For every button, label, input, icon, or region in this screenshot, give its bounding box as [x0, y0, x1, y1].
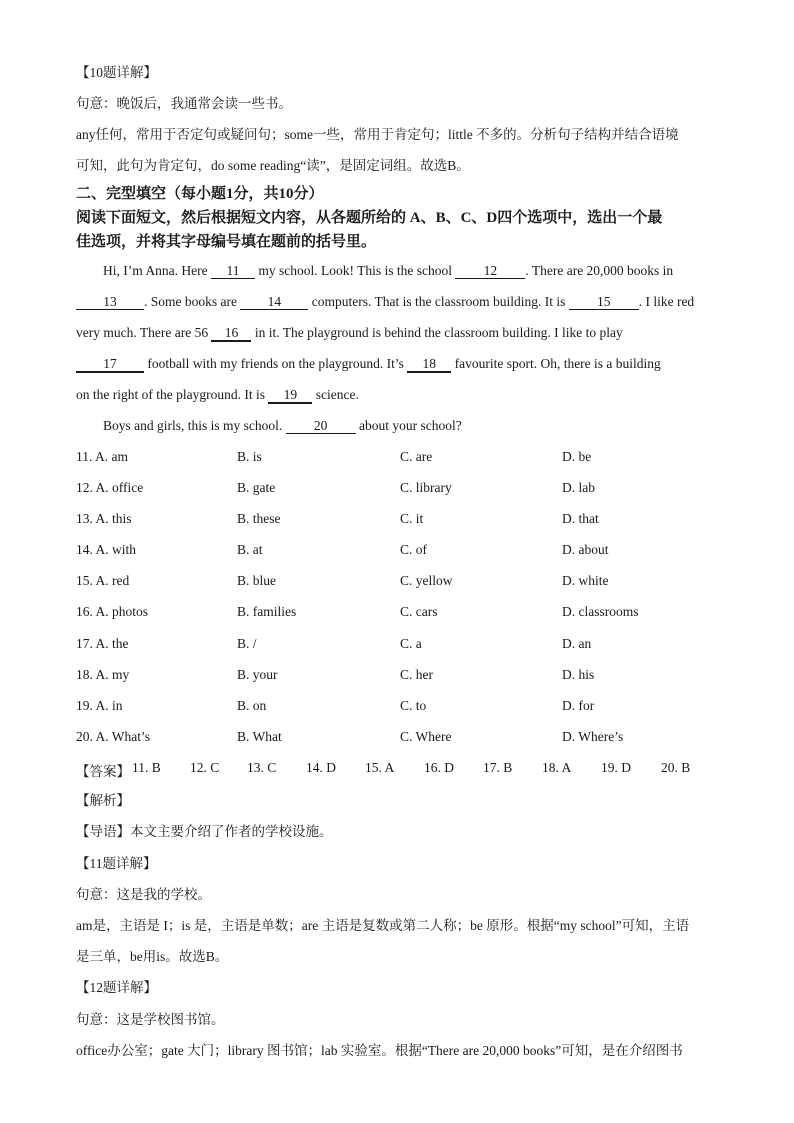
blank-11: 11: [211, 263, 255, 279]
blank-16: 16: [211, 325, 251, 342]
passage-line-2: 13 . Some books are 14 computers. That is the classroom building. It is 15 . I like red: [76, 293, 694, 311]
option-b: B. on: [237, 698, 267, 713]
option-c: C. a: [400, 636, 422, 651]
blank-12: 12: [455, 263, 525, 279]
answer-16: 16. D: [424, 760, 454, 775]
option-a: 13. A. this: [76, 511, 132, 526]
option-c: C. yellow: [400, 573, 453, 588]
answer-20: 20. B: [661, 760, 691, 775]
option-c: C. to: [400, 698, 427, 713]
q12-explanation-line-1: office办公室；gate 大门；library 图书馆；lab 实验室。根据“There are 20,000 books”可知，是在介绍图书: [76, 1043, 683, 1058]
option-b: B. is: [237, 449, 262, 464]
q11-explanation-line-1: am是，主语是 I；is 是，主语是单数；are 主语是复数或第二人称；be 原形。根据“my school”可知，主语: [76, 918, 690, 933]
option-b: B. at: [237, 542, 263, 557]
options-row-15: [76, 573, 736, 591]
option-d: D. classrooms: [562, 604, 639, 619]
q11-sentence-meaning: 句意：这是我的学校。: [76, 887, 211, 902]
option-c: C. Where: [400, 729, 452, 744]
options-row-12: [76, 480, 736, 498]
instruction-line-1: 阅读下面短文，然后根据短文内容，从各题所给的 A、B、C、D四个选项中，选出一个最: [76, 210, 663, 226]
option-c: C. her: [400, 667, 433, 682]
option-d: D. Where’s: [562, 729, 624, 744]
option-d: D. be: [562, 449, 592, 464]
option-c: C. it: [400, 511, 424, 526]
q10-explanation-line-2: 可知，此句为肯定句，do some reading“读”，是固定词组。故选B。: [76, 158, 470, 173]
answer-11: 11. B: [132, 760, 161, 775]
options-row-11: [76, 449, 736, 467]
blank-14: 14: [240, 294, 308, 310]
blank-18: 18: [407, 356, 451, 373]
answer-19: 19. D: [601, 760, 631, 775]
blank-13: 13: [76, 294, 144, 310]
options-row-16: [76, 604, 736, 622]
answer-18: 18. A: [542, 760, 572, 775]
blank-20: 20: [286, 418, 356, 434]
option-d: D. his: [562, 667, 595, 682]
answer-13: 13. C: [247, 760, 277, 775]
option-d: D. white: [562, 573, 609, 588]
q10-sentence-meaning: 句意：晚饭后，我通常会读一些书。: [76, 96, 292, 111]
option-d: D. about: [562, 542, 609, 557]
q11-detail-heading: 【11题详解】: [76, 856, 157, 871]
answer-17: 17. B: [483, 760, 513, 775]
option-b: B. these: [237, 511, 281, 526]
passage-line-3: very much. There are 56 16 in it. The playground is behind the classroom building. I like to play: [76, 325, 623, 340]
option-a: 15. A. red: [76, 573, 130, 588]
passage-line-4: 17 football with my friends on the playground. It’s 18 favourite sport. Oh, there is a building: [76, 355, 661, 373]
q10-explanation-line-1: any任何，常用于否定句或疑问句；some一些，常用于肯定句；little 不多的。分析句子结构并结合语境: [76, 127, 679, 142]
option-b: B. /: [237, 636, 257, 651]
option-c: C. library: [400, 480, 452, 495]
answer-label: 【答案】: [76, 764, 130, 779]
option-c: C. cars: [400, 604, 438, 619]
option-a: 11. A. am: [76, 449, 128, 464]
option-a: 19. A. in: [76, 698, 123, 713]
passage-line-5: on the right of the playground. It is 19 science.: [76, 387, 359, 402]
option-b: B. What: [237, 729, 282, 744]
option-c: C. of: [400, 542, 427, 557]
instruction-line-2: 佳选项，并将其字母编号填在题前的括号里。: [76, 234, 377, 250]
option-b: B. families: [237, 604, 297, 619]
blank-17: 17: [76, 356, 144, 373]
answer-12: 12. C: [190, 760, 220, 775]
answer-14: 14. D: [306, 760, 336, 775]
options-row-14: [76, 542, 736, 560]
option-b: B. blue: [237, 573, 276, 588]
option-d: D. that: [562, 511, 599, 526]
options-row-17: [76, 636, 736, 654]
blank-15: 15: [569, 294, 639, 310]
q12-detail-heading: 【12题详解】: [76, 980, 157, 995]
q12-sentence-meaning: 句意：这是学校图书馆。: [76, 1012, 225, 1027]
option-a: 20. A. What’s: [76, 729, 150, 744]
analysis-label: 【解析】: [76, 793, 130, 808]
answer-row: [76, 760, 736, 778]
options-row-20: [76, 729, 736, 747]
option-c: C. are: [400, 449, 433, 464]
blank-19: 19: [268, 387, 312, 404]
q10-detail-heading: 【10题详解】: [76, 65, 157, 80]
section-title: 二、完型填空（每小题1分，共10分）: [76, 186, 324, 202]
option-b: B. your: [237, 667, 278, 682]
option-d: D. for: [562, 698, 595, 713]
passage-line-6: Boys and girls, this is my school. 20 about your school?: [103, 418, 462, 433]
option-a: 12. A. office: [76, 480, 144, 495]
option-b: B. gate: [237, 480, 276, 495]
guide-text: 【导语】本文主要介绍了作者的学校设施。: [76, 824, 333, 839]
answer-15: 15. A: [365, 760, 395, 775]
passage-line-1: Hi, I’m Anna. Here 11 my school. Look! This is the school 12 . There are 20,000 books in: [103, 263, 674, 278]
option-a: 14. A. with: [76, 542, 137, 557]
option-d: D. lab: [562, 480, 595, 495]
options-row-13: [76, 511, 736, 529]
option-d: D. an: [562, 636, 592, 651]
option-a: 16. A. photos: [76, 604, 149, 619]
option-a: 17. A. the: [76, 636, 129, 651]
q11-explanation-line-2: 是三单，be用is。故选B。: [76, 949, 229, 964]
option-a: 18. A. my: [76, 667, 130, 682]
options-row-18: [76, 667, 736, 685]
options-row-19: [76, 698, 736, 716]
